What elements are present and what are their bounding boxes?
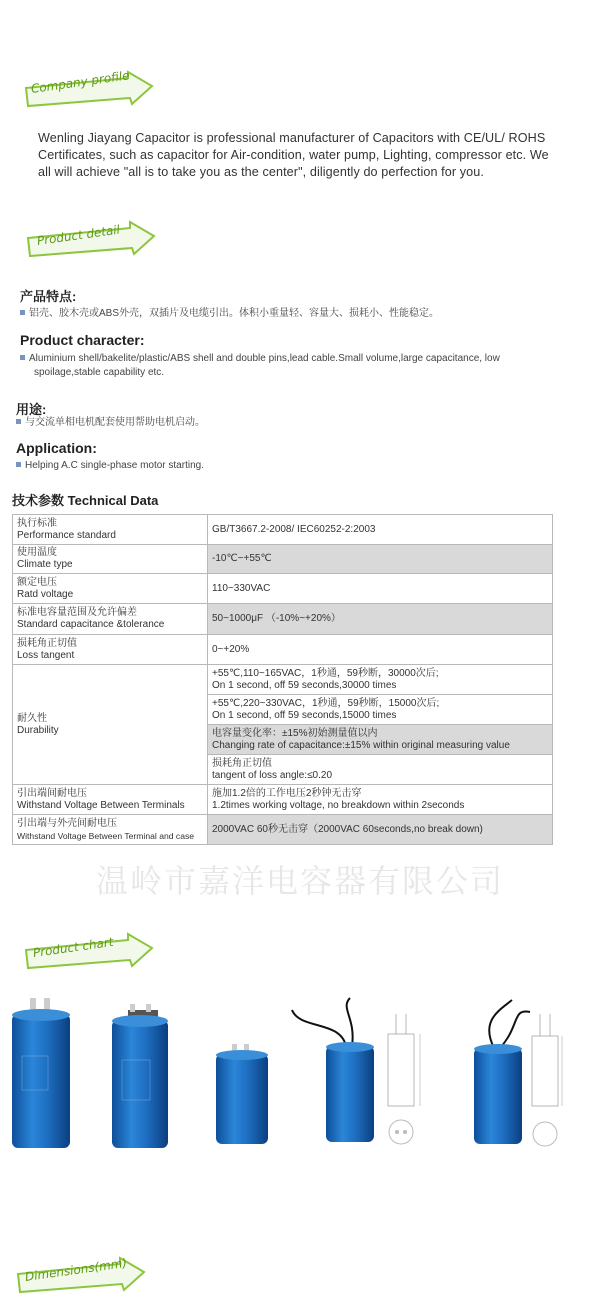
features-cn-item [20,307,439,320]
capacitor-photo-2 [112,1004,168,1148]
row-label: 额定电压 Ratd voltage [13,574,208,604]
row-value: 2000VAC 60秒无击穿（2000VAC 60seconds,no break down) [208,815,553,845]
row-value: 50~1000μF （-10%~+20%） [208,604,553,635]
capacitor-photo-5 [474,1000,562,1146]
durability-item: 损耗角正切值 tangent of loss angle:≤0.20 [208,755,553,785]
table-row [13,815,553,845]
capacitor-photo-3 [216,1044,268,1144]
table-row [13,515,553,545]
company-intro: Wenling Jiayang Capacitor is professional manufacturer of Capacitors with CE/UL/ ROHS Certificates, such as capacitor for Air-condition, water pump, Lighting, compressor etc. We all will achieve "all is to take you as the center", diligently do perfection for you. [38,131,549,179]
features-en-item-continued: spoilage,stable capability etc. [34,367,165,378]
row-label: 引出端与外壳间耐电压 Withstand Voltage Between Terminal and case [13,815,208,845]
durability-item: +55℃,220~330VAC，1秒通，59秒断，15000次后; On 1 second, off 59 seconds,15000 times [208,695,553,725]
company-profile-banner [24,70,154,110]
product-chart-label: Product chart [32,934,115,960]
durability-item: 电容量变化率：±15%初始测量值以内 Changing rate of capacitance:±15% within original measuring value [208,725,553,755]
technical-data-title: 技术参数 Technical Data [12,493,159,508]
row-label: 使用温度 Climate type [13,545,208,574]
durability-label: 耐久性 Durability [13,665,208,785]
capacitor-photo-4 [292,998,420,1144]
row-value: 施加1.2倍的工作电压2秒钟无击穿 1.2times working voltage, no breakdown within 2seconds [208,785,553,815]
application-en-text: Helping A.C single-phase motor starting. [25,460,204,471]
features-en-title: Product character: [20,332,145,348]
application-cn-text: 与交流单相电机配套使用帮助电机启动。 [25,417,205,428]
product-chart-banner [24,932,154,972]
features-cn-title: 产品特点: [20,289,77,304]
row-label: 执行标准 Performance standard [13,515,208,545]
application-en-item [16,459,204,472]
table-row [13,635,553,665]
product-photos [0,990,600,1160]
row-label: 引出端间耐电压 Withstand Voltage Between Terminals [13,785,208,815]
technical-data-table [12,514,553,845]
row-label: 标准电容量范围及允许偏差 Standard capacitance &tolerance [13,604,208,635]
table-row [13,545,553,574]
bullet-square-icon [20,310,25,315]
row-value: -10℃~+55℃ [208,545,553,574]
capacitor-photo-1 [12,998,70,1148]
row-label: 损耗角正切值 Loss tangent [13,635,208,665]
bullet-square-icon [16,419,21,424]
table-row [13,665,553,695]
table-row [13,785,553,815]
bullet-square-icon [20,355,25,360]
application-cn-item [16,416,205,429]
dimensions-label: Dimensions(mm) [24,1255,128,1284]
application-en-title: Application: [16,440,97,456]
features-cn-text: 铝壳、胶木壳或ABS外壳，双插片及电缆引出。体积小重量轻、容量大、损耗小、性能稳定。 [29,308,440,319]
company-profile-label: Company profile [30,68,131,96]
durability-item: +55℃,110~165VAC，1秒通，59秒断，30000次后; On 1 second, off 59 seconds,30000 times [208,665,553,695]
row-value: GB/T3667.2-2008/ IEC60252-2:2003 [208,515,553,545]
row-value: 0~+20% [208,635,553,665]
features-en-item [20,352,580,365]
table-row [13,574,553,604]
application-cn-title: 用途: [16,402,47,417]
table-row [13,604,553,635]
dimensions-banner [16,1256,146,1296]
row-value: 110~330VAC [208,574,553,604]
bullet-square-icon [16,462,21,467]
company-name-watermark: 温岭市嘉洋电容器有限公司 [95,862,504,900]
features-en-text-1: Aluminium shell/bakelite/plastic/ABS shell and double pins,lead cable.Small volume,large capacitance, low [29,353,500,364]
product-detail-label: Product detail [36,222,121,248]
product-detail-banner [26,220,156,260]
